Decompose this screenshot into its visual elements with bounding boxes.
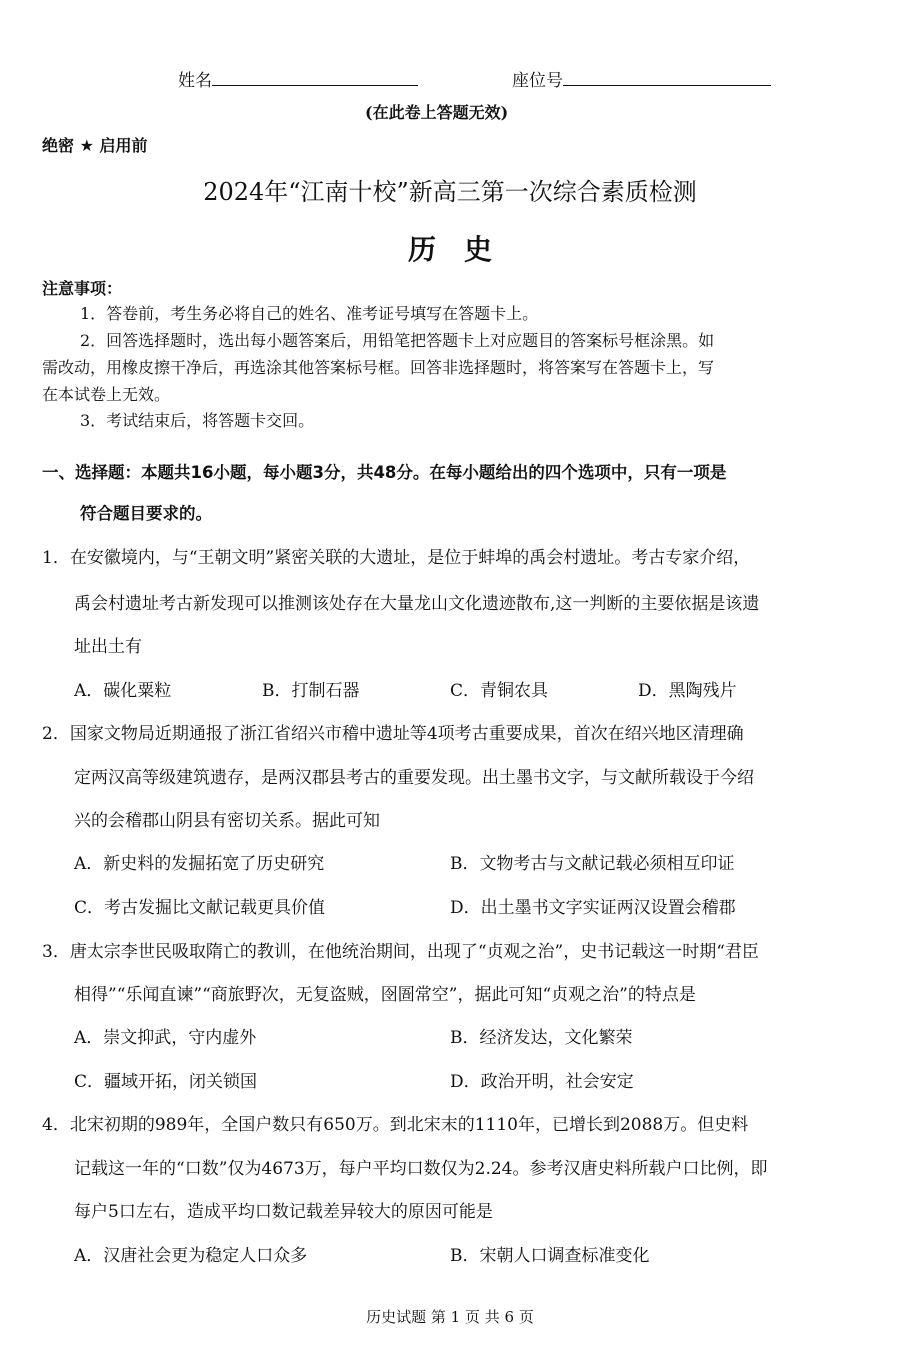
- q2-option-b: B．文物考古与文献记载必须相互印证: [450, 854, 735, 874]
- section-heading-cont: 符合题目要求的。: [80, 504, 212, 523]
- question-2-line: 兴的会稽郡山阴县有密切关系。据此可知: [74, 811, 380, 831]
- seat-label: 座位号: [512, 71, 563, 91]
- page-footer: 历史试题 第 1 页 共 6 页: [366, 1308, 534, 1326]
- notice-item: 1．答卷前，考生务必将自己的姓名、准考证号填写在答题卡上。: [80, 304, 539, 323]
- notice-item: 2．回答选择题时，选出每小题答案后，用铅笔把答题卡上对应题目的答案标号框涂黑。如: [80, 331, 715, 350]
- notice-title: 注意事项：: [42, 279, 123, 298]
- question-2-line: 定两汉高等级建筑遗存，是两汉郡县考古的重要发现。出土墨书文字，与文献所载设于今绍: [74, 768, 754, 788]
- question-2-line: 2．国家文物局近期通报了浙江省绍兴市稽中遗址等4项考古重要成果，首次在绍兴地区清理确: [42, 724, 744, 744]
- q3-option-b: B．经济发达，文化繁荣: [450, 1028, 633, 1048]
- exam-title: 2024年“江南十校”新高三第一次综合素质检测: [203, 178, 697, 206]
- no-answer-note: (在此卷上答题无效): [365, 103, 509, 122]
- q1-option-c: C．青铜农具: [450, 681, 549, 701]
- question-1-line: 禹会村遗址考古新发现可以推测该处存在大量龙山文化遗迹散布,这一判断的主要依据是该遗: [74, 594, 760, 614]
- notice-item: 需改动，用橡皮擦干净后，再选涂其他答案标号框。回答非选择题时，将答案写在答题卡上，写: [42, 358, 715, 377]
- q3-option-c: C．疆域开拓，闭关锁国: [74, 1072, 258, 1092]
- notice-item: 在本试卷上无效。: [42, 385, 171, 404]
- question-3-line: 相得”“乐闻直谏”“商旅野次，无复盗贼，囹圄常空”，据此可知“贞观之治”的特点是: [74, 985, 696, 1005]
- question-1-line: 址出土有: [74, 637, 142, 657]
- question-3-line: 3．唐太宗李世民吸取隋亡的教训，在他统治期间，出现了“贞观之治”，史书记载这一时期“君臣: [42, 942, 759, 962]
- q4-option-a: A．汉唐社会更为稳定人口众多: [74, 1246, 308, 1266]
- section-heading: 一、选择题：本题共16小题，每小题3分，共48分。在每小题给出的四个选项中，只有一项是: [42, 463, 727, 482]
- name-label: 姓名: [178, 71, 212, 91]
- q3-option-d: D．政治开明，社会安定: [450, 1072, 634, 1092]
- question-4-line: 记载这一年的“口数”仅为4673万，每户平均口数仅为2.24。参考汉唐史料所载户口比例，即: [74, 1159, 768, 1179]
- q4-option-b: B．宋朝人口调查标准变化: [450, 1246, 650, 1266]
- name-field: [178, 66, 418, 91]
- q2-option-c: C．考古发掘比文献记载更具价值: [74, 898, 326, 918]
- question-4-line: 4．北宋初期的989年，全国户数只有650万。到北宋末的1110年，已增长到2088万。但史料: [42, 1115, 749, 1135]
- q3-option-a: A．崇文抑武，守内虚外: [74, 1028, 257, 1048]
- q2-option-a: A．新史料的发掘拓宽了历史研究: [74, 854, 325, 874]
- question-4-line: 每户5口左右，造成平均口数记载差异较大的原因可能是: [74, 1202, 493, 1222]
- seat-field: [512, 66, 771, 91]
- subject-title: 历 史: [407, 233, 492, 266]
- notice-item: 3．考试结束后，将答题卡交回。: [80, 411, 315, 430]
- question-1-line: 1．在安徽境内，与“王朝文明”紧密关联的大遗址，是位于蚌埠的禹会村遗址。考古专家介绍，: [42, 548, 751, 568]
- name-blank: [212, 67, 418, 86]
- q1-option-a: A．碳化粟粒: [74, 681, 172, 701]
- secret-mark: 绝密 ★ 启用前: [42, 136, 148, 155]
- seat-blank: [563, 67, 771, 86]
- q1-option-b: B．打制石器: [262, 681, 360, 701]
- q2-option-d: D．出土墨书文字实证两汉设置会稽郡: [450, 898, 736, 918]
- q1-option-d: D．黑陶残片: [638, 681, 737, 701]
